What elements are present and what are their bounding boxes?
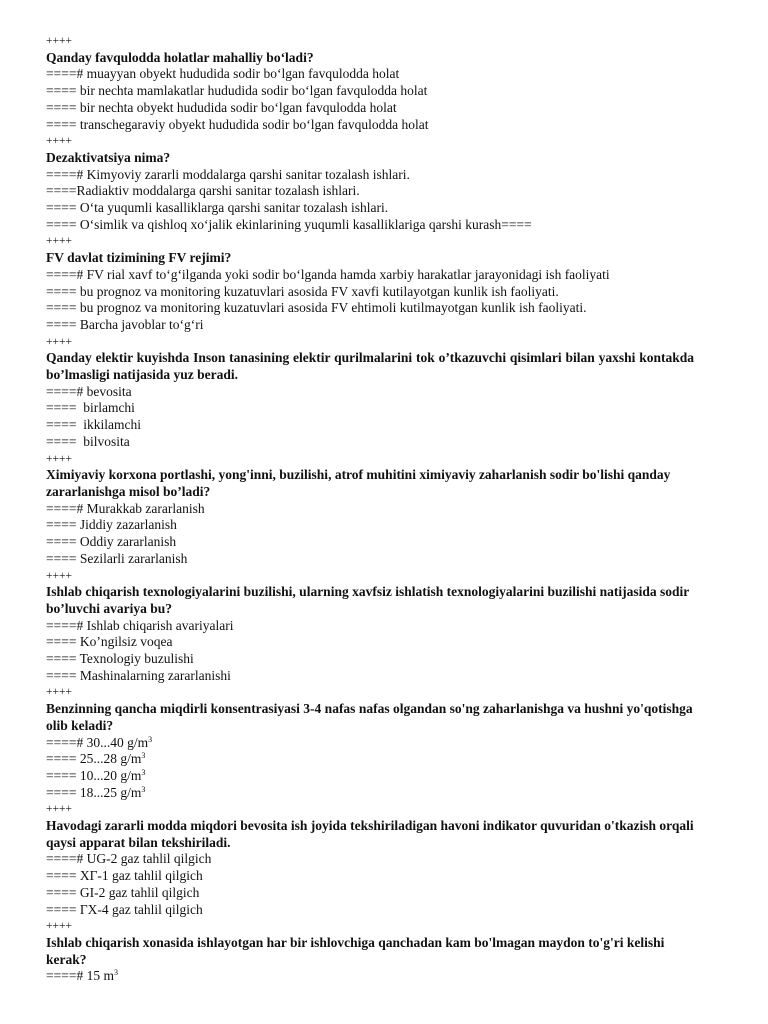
answer-text: ==== ΓX-4 gaz tahlil qilgich	[46, 901, 203, 917]
answer-text: ==== 18...25 g/m	[46, 784, 142, 800]
answer-option-correct	[46, 167, 694, 184]
question-text: Dezaktivatsiya nima?	[46, 149, 171, 165]
answer-option	[46, 902, 694, 919]
answer-option	[46, 534, 694, 551]
answer-text: ====# Murakkab zararlanish	[46, 500, 205, 516]
answer-option	[46, 634, 694, 651]
block-separator: ++++	[46, 335, 72, 348]
answer-option	[46, 785, 694, 802]
answer-text: ==== Texnologiy buzulishi	[46, 651, 194, 667]
question-block	[46, 684, 694, 801]
question-block	[46, 451, 694, 568]
answer-option-correct	[46, 384, 694, 401]
answer-option	[46, 551, 694, 568]
question-block	[46, 233, 694, 333]
answer-option	[46, 400, 694, 417]
answer-text: ==== 25...28 g/m	[46, 751, 142, 767]
answer-option-correct	[46, 501, 694, 518]
question-text: Benzinning qancha miqdirli konsentrasiyasi 3-4 nafas nafas olgandan so'ng zaharlanishga va hushni yo'qotishga olib keladi?	[46, 701, 693, 733]
answer-option-correct	[46, 968, 694, 985]
block-separator: ++++	[46, 686, 72, 699]
answer-option	[46, 768, 694, 785]
question-text: Ishlab chiqarish xonasida ishlayotgan har bir ishlovchiga qanchadan kam bo'lmagan maydon to'g'ri kelishi kerak?	[46, 934, 665, 967]
question-text: Qanday elektir kuyishda Inson tanasining elektir qurilmalarini tok o’tkazuvchi qisimlari bilan yaxshi kontakda bo’lmasligi natijasida yuz beradi.	[46, 350, 694, 383]
answer-option	[46, 200, 694, 217]
answer-text: ====# Ishlab chiqarish avariyalari	[46, 617, 234, 633]
block-separator: ++++	[46, 920, 72, 933]
answer-text: ==== Jiddiy zazarlanish	[46, 517, 177, 533]
answer-text: ==== transchegaraviy obyekt hududida sodir bo‘lgan favqulodda holat	[46, 116, 429, 132]
block-separator: ++++	[46, 35, 72, 47]
answer-option-correct	[46, 66, 694, 83]
answer-option	[46, 517, 694, 534]
answer-text: ==== bu prognoz va monitoring kuzatuvlari asosida FV ehtimoli kutilmayotgan kunlik ish faoliyati.	[46, 300, 587, 316]
question-text: Ishlab chiqarish texnologiyalarini buzilishi, ularning xavfsiz ishlatish texnologiyalarini buzilishi natijasida sodir bo’luvchi avariya bu?	[46, 584, 690, 616]
answer-option	[46, 751, 694, 768]
answer-text: ==== XΓ-1 gaz tahlil qilgich	[46, 868, 203, 884]
answer-option	[46, 668, 694, 685]
answer-option	[46, 300, 694, 317]
answer-option	[46, 434, 694, 451]
answer-text: ==== Oddiy zararlanish	[46, 534, 177, 550]
answer-option-correct	[46, 851, 694, 868]
answer-text: ==== ikkilamchi	[46, 417, 141, 433]
question-text: Ximiyaviy korxona portlashi, yong'inni, buzilishi, atrof muhitini ximiyaviy zaharlanish sodir bo'lishi qanday zararlanishga misol bo’ladi?	[46, 467, 671, 499]
answer-text: ==== 10...20 g/m	[46, 767, 142, 783]
answer-text: ==== bilvosita	[46, 433, 130, 449]
answer-option	[46, 317, 694, 334]
answer-option	[46, 885, 694, 902]
answer-text: ====# FV rial xavf to‘g‘ilganda yoki sodir bo‘lganda hamda xarbiy harakatlar jarayonidagi ish faoliyati	[46, 266, 610, 282]
answer-option	[46, 117, 694, 134]
unit-superscript: 3	[148, 734, 153, 744]
question-text: Havodagi zararli modda miqdori bevosita ish joyida tekshiriladigan havoni indikator quvuridan o'tkazish orqali qaysi apparat bilan tekshiriladi.	[46, 818, 694, 850]
answer-text: ==== Barcha javoblar to‘g‘ri	[46, 316, 204, 332]
block-separator: ++++	[46, 569, 72, 582]
unit-superscript: 3	[141, 767, 146, 777]
answer-text: ==== O‘ta yuqumli kasalliklarga qarshi sanitar tozalash ishlari.	[46, 200, 389, 216]
question-block	[46, 918, 694, 985]
answer-text: ==== Mashinalarning zararlanishi	[46, 667, 231, 683]
question-block	[46, 568, 694, 685]
answer-text: ====# muayyan obyekt hududida sodir bo‘lgan favqulodda holat	[46, 66, 400, 82]
question-block	[46, 33, 694, 133]
answer-text: ====# 30...40 g/m	[46, 734, 149, 750]
answer-text: ====# bevosita	[46, 383, 132, 399]
answer-option	[46, 417, 694, 434]
answer-option	[46, 183, 694, 200]
question-text: Qanday favqulodda holatlar mahalliy bo‘ladi?	[46, 49, 314, 65]
block-separator: ++++	[46, 235, 72, 248]
question-block	[46, 801, 694, 918]
unit-superscript: 3	[113, 968, 118, 978]
answer-text: ==== bu prognoz va monitoring kuzatuvlari asosida FV xavfi kutilayotgan kunlik ish faoliyati.	[46, 283, 559, 299]
answer-text: ====# 15 m	[46, 968, 114, 984]
block-separator: ++++	[46, 452, 72, 465]
answer-text: ==== Ko’ngilsiz voqea	[46, 634, 173, 650]
answer-option-correct	[46, 267, 694, 284]
answer-text: ==== GI-2 gaz tahlil qilgich	[46, 884, 200, 900]
answer-text: ==== Sezilarli zararlanish	[46, 550, 188, 566]
answer-option-correct	[46, 735, 694, 752]
question-block	[46, 133, 694, 233]
answer-option	[46, 868, 694, 885]
answer-option	[46, 83, 694, 100]
answer-option	[46, 651, 694, 668]
question-text: FV davlat tizimining FV rejimi?	[46, 250, 232, 266]
answer-text: ==== bir nechta mamlakatlar hududida sodir bo‘lgan favqulodda holat	[46, 83, 428, 99]
unit-superscript: 3	[141, 751, 146, 761]
answer-text: ==== bir nechta obyekt hududida sodir bo‘lgan favqulodda holat	[46, 99, 397, 115]
answer-option	[46, 217, 694, 234]
answer-text: ====# Kimyoviy zararli moddalarga qarshi sanitar tozalash ishlari.	[46, 166, 410, 182]
unit-superscript: 3	[141, 784, 146, 794]
block-separator: ++++	[46, 135, 72, 148]
answer-option	[46, 100, 694, 117]
answer-text: ====Radiaktiv moddalarga qarshi sanitar tozalash ishlari.	[46, 183, 360, 199]
block-separator: ++++	[46, 803, 72, 816]
answer-option	[46, 284, 694, 301]
answer-text: ==== birlamchi	[46, 400, 135, 416]
answer-option-correct	[46, 618, 694, 635]
question-block	[46, 334, 694, 451]
answer-text: ==== O‘simlik va qishloq xo‘jalik ekinlarining yuqumli kasalliklariga qarshi kurash====	[46, 216, 532, 232]
answer-text: ====# UG-2 gaz tahlil qilgich	[46, 851, 212, 867]
